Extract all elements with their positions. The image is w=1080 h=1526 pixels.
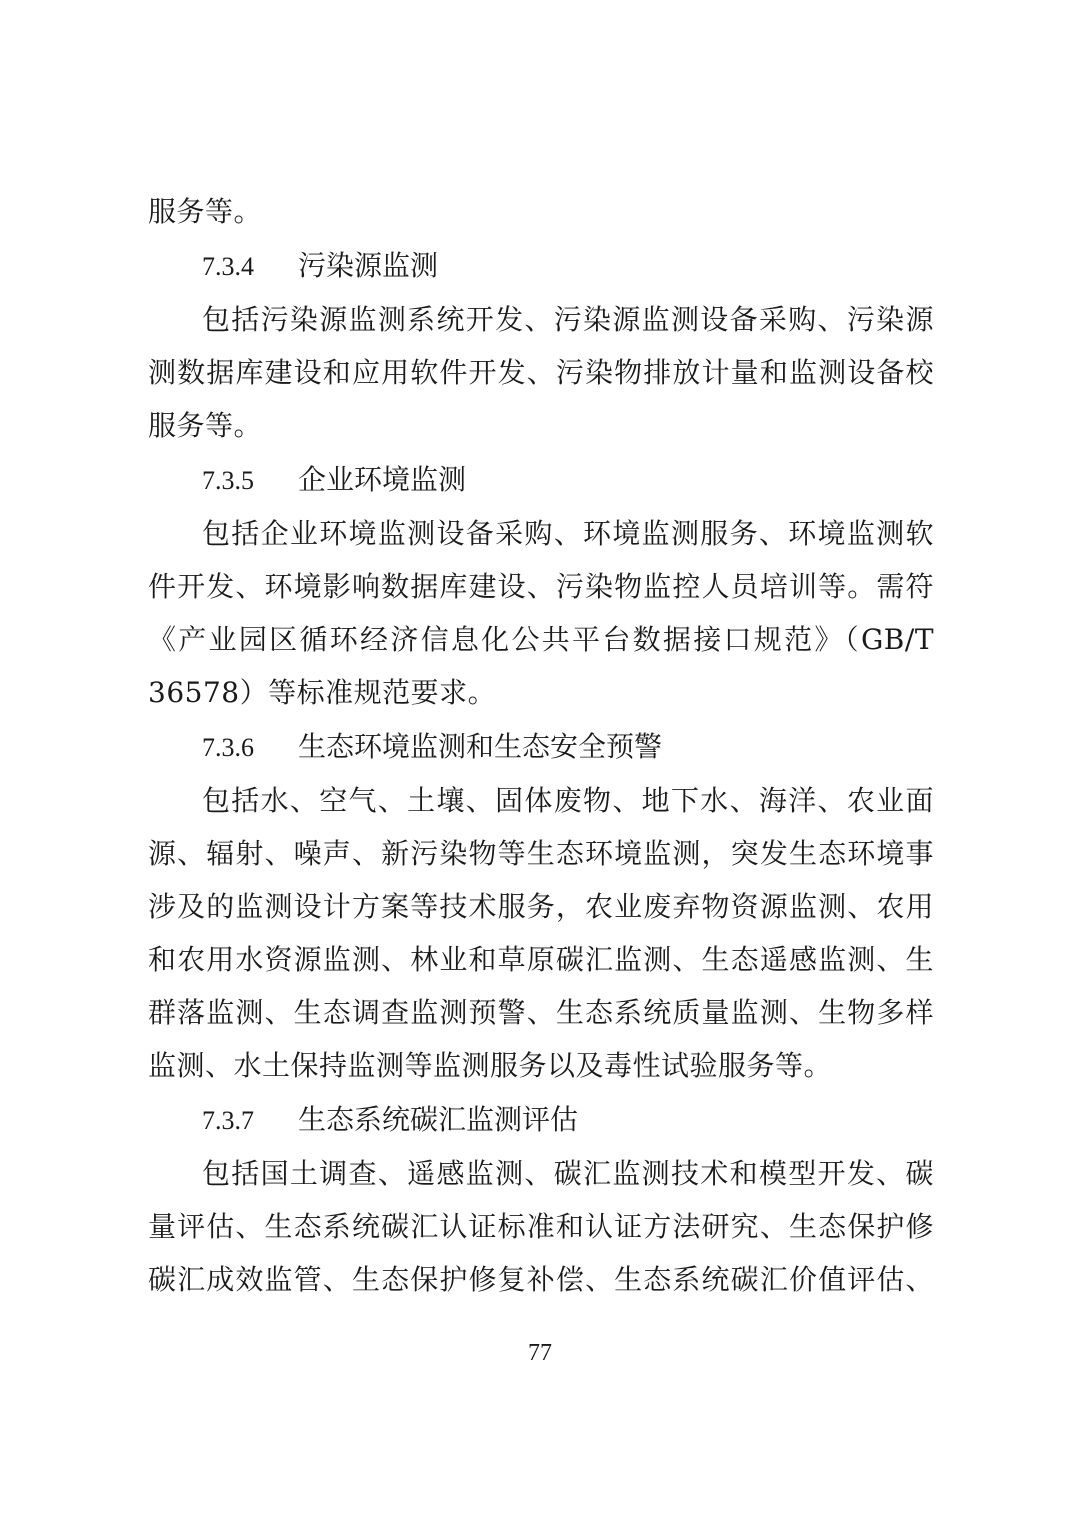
paragraph-line: 和农用水资源监测、林业和草原碳汇监测、生态遥感监测、生 — [148, 943, 934, 976]
paragraph-line: 源、辐射、噪声、新污染物等生态环境监测，突发生态环境事 — [148, 837, 934, 870]
section-heading-7-3-5 — [202, 460, 466, 501]
section-title: 生态系统碳汇监测评估 — [298, 1103, 579, 1136]
paragraph-line: 包括国土调查、遥感监测、碳汇监测技术和模型开发、碳 — [202, 1157, 934, 1190]
paragraph-line: 36578）等标准规范要求。 — [148, 676, 497, 709]
section-number: 7.3.6 — [202, 733, 254, 762]
section-heading-7-3-4 — [202, 246, 438, 287]
section-number: 7.3.7 — [202, 1106, 254, 1135]
paragraph-line: 碳汇成效监管、生态保护修复补偿、生态系统碳汇价值评估、 — [148, 1263, 934, 1296]
section-heading-7-3-7 — [202, 1100, 578, 1141]
section-title: 企业环境监测 — [298, 463, 467, 496]
paragraph-line: 包括污染源监测系统开发、污染源监测设备采购、污染源 — [202, 303, 934, 336]
paragraph-line: 量评估、生态系统碳汇认证标准和认证方法研究、生态保护修 — [148, 1210, 934, 1243]
section-heading-7-3-6 — [202, 727, 662, 768]
paragraph-line: 《产业园区循环经济信息化公共平台数据接口规范》（GB/T — [148, 623, 934, 656]
paragraph-line: 涉及的监测设计方案等技术服务，农业废弃物资源监测、农用 — [148, 890, 934, 923]
paragraph-line: 包括水、空气、土壤、固体废物、地下水、海洋、农业面 — [202, 784, 934, 817]
paragraph-line: 群落监测、生态调查监测预警、生态系统质量监测、生物多样 — [148, 996, 934, 1029]
page-number: 77 — [528, 1340, 552, 1366]
section-title: 污染源监测 — [298, 249, 439, 282]
paragraph-line: 服务等。 — [148, 195, 263, 228]
section-title: 生态环境监测和生态安全预警 — [298, 730, 663, 763]
paragraph-line: 服务等。 — [148, 409, 263, 442]
paragraph-line: 测数据库建设和应用软件开发、污染物排放计量和监测设备校 — [148, 356, 934, 389]
section-number: 7.3.4 — [202, 252, 254, 281]
paragraph-line: 件开发、环境影响数据库建设、污染物监控人员培训等。需符 — [148, 570, 934, 603]
section-number: 7.3.5 — [202, 466, 254, 495]
paragraph-line: 监测、水土保持监测等监测服务以及毒性试验服务等。 — [148, 1049, 833, 1082]
paragraph-line: 包括企业环境监测设备采购、环境监测服务、环境监测软 — [202, 517, 934, 550]
